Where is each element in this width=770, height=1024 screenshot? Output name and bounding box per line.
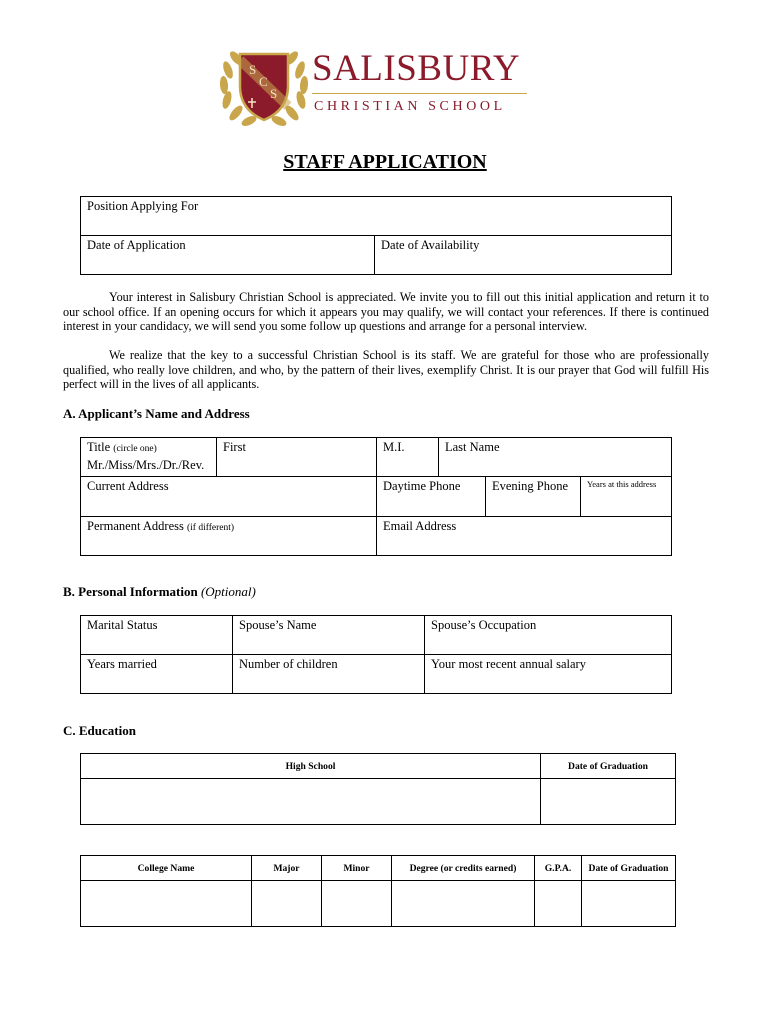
years-married-field[interactable] xyxy=(81,655,233,694)
email-label: Email Address xyxy=(383,519,457,533)
date-application-label: Date of Application xyxy=(87,238,186,252)
gpa-header: G.P.A. xyxy=(535,856,582,881)
permanent-address-note: (if different) xyxy=(186,523,235,533)
college-name-input[interactable] xyxy=(81,881,252,927)
position-label: Position Applying For xyxy=(87,199,199,213)
section-c-heading: C. Education xyxy=(63,723,136,738)
years-address-label: Years at this address xyxy=(587,479,657,489)
section-b-title: B. Personal Information xyxy=(63,584,198,599)
high-school-table xyxy=(80,753,676,825)
last-name-field[interactable] xyxy=(439,438,672,477)
mi-field[interactable] xyxy=(377,438,439,477)
position-table xyxy=(80,196,672,275)
current-address-label: Current Address xyxy=(87,479,169,493)
svg-text:S: S xyxy=(249,62,257,77)
college-name-header: College Name xyxy=(81,856,252,881)
intro-paragraph-1: Your interest in Salisbury Christian School is appreciated. We invite you to fill out this initial application and return it to our school office. If an opening occurs for which it appears you may qualify, we will contact your references. If there is continued interest in your candidacy, we will send you some follow up questions and arrange for a personal interview. xyxy=(63,290,709,333)
salary-label: Your most recent annual salary xyxy=(431,657,586,671)
svg-text:S: S xyxy=(270,86,278,101)
spouse-name-field[interactable] xyxy=(233,616,425,655)
email-field[interactable] xyxy=(377,517,672,556)
mi-label: M.I. xyxy=(383,440,405,454)
personal-table xyxy=(80,615,672,694)
svg-text:C: C xyxy=(259,74,268,89)
evening-phone-field[interactable] xyxy=(486,477,581,516)
date-availability-label: Date of Availability xyxy=(381,238,480,252)
school-name: SALISBURY xyxy=(312,48,521,89)
phone-cell xyxy=(377,477,581,517)
page-title: STAFF APPLICATION xyxy=(283,151,487,173)
daytime-phone-label: Daytime Phone xyxy=(383,479,461,493)
phone-subtable xyxy=(377,477,580,516)
date-availability-field[interactable] xyxy=(375,236,672,275)
minor-header: Minor xyxy=(322,856,392,881)
children-label: Number of children xyxy=(239,657,338,671)
school-subtitle: CHRISTIAN SCHOOL xyxy=(314,99,506,114)
college-graduation-input[interactable] xyxy=(582,881,676,927)
high-school-input[interactable] xyxy=(81,779,541,825)
gpa-input[interactable] xyxy=(535,881,582,927)
spouse-occupation-label: Spouse’s Occupation xyxy=(431,618,537,632)
spouse-occupation-field[interactable] xyxy=(425,616,672,655)
title-field[interactable] xyxy=(81,438,217,477)
section-b-note: (Optional) xyxy=(200,584,256,599)
marital-status-label: Marital Status xyxy=(87,618,158,632)
first-name-label: First xyxy=(223,440,246,454)
permanent-address-field[interactable] xyxy=(81,517,377,556)
minor-input[interactable] xyxy=(322,881,392,927)
title-options: Mr./Miss/Mrs./Dr./Rev. xyxy=(87,458,205,472)
degree-header: Degree (or credits earned) xyxy=(392,856,535,881)
college-table xyxy=(80,855,676,927)
date-application-field[interactable] xyxy=(81,236,375,275)
last-name-label: Last Name xyxy=(445,440,500,454)
hs-graduation-input[interactable] xyxy=(541,779,676,825)
daytime-phone-field[interactable] xyxy=(377,477,486,516)
marital-status-field[interactable] xyxy=(81,616,233,655)
years-married-label: Years married xyxy=(87,657,157,671)
crest-icon xyxy=(216,40,312,130)
major-header: Major xyxy=(252,856,322,881)
applicant-table xyxy=(80,437,672,556)
current-address-field[interactable] xyxy=(81,477,377,517)
high-school-header: High School xyxy=(81,754,541,779)
title-note: (circle one) xyxy=(113,444,157,454)
brand-divider xyxy=(312,93,527,94)
intro-paragraph-2: We realize that the key to a successful Christian School is its staff. We are grateful for those who are professionally qualified, who really love children, and who, by the pattern of their lives, exemplify Christ. It is our prayer that God will fulfill His perfect will in the lives of all applicants. xyxy=(63,348,709,391)
section-a-heading: A. Applicant’s Name and Address xyxy=(63,406,250,421)
hs-graduation-header: Date of Graduation xyxy=(541,754,676,779)
title-label: Title xyxy=(87,440,111,454)
position-field[interactable] xyxy=(81,197,672,236)
salary-field[interactable] xyxy=(425,655,672,694)
years-address-field[interactable] xyxy=(581,477,672,517)
permanent-address-label: Permanent Address xyxy=(87,519,184,533)
evening-phone-label: Evening Phone xyxy=(492,479,569,493)
major-input[interactable] xyxy=(252,881,322,927)
section-b-heading xyxy=(63,584,256,600)
college-graduation-header: Date of Graduation xyxy=(582,856,676,881)
degree-input[interactable] xyxy=(392,881,535,927)
spouse-name-label: Spouse’s Name xyxy=(239,618,317,632)
children-field[interactable] xyxy=(233,655,425,694)
first-name-field[interactable] xyxy=(217,438,377,477)
